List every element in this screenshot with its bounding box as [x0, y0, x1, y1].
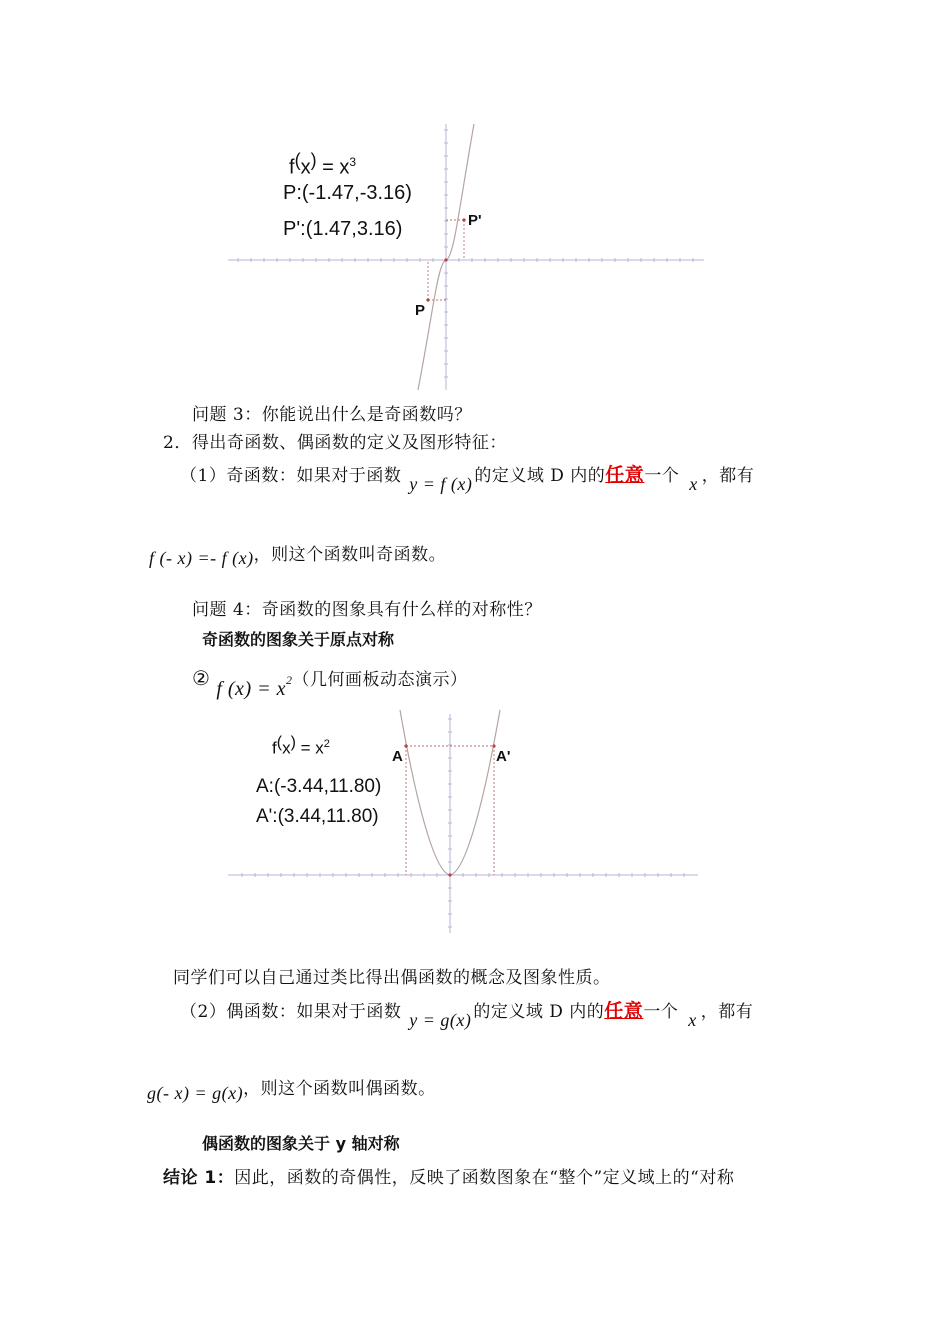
point-a-prime-coords: A':(3.44,11.80): [256, 806, 379, 827]
even-keyword-any: 任意: [604, 1000, 644, 1022]
odd-condition: f (- x) =- f (x): [149, 548, 254, 568]
quadratic-function-label: $f^(x^) = x^2$: [272, 734, 330, 758]
example-2: [192, 665, 468, 700]
example-exponent: 2: [285, 673, 293, 688]
cubic-function-label: $f^(x^) = x^3$: [289, 150, 357, 179]
func-exponent: 3: [349, 155, 357, 169]
conclusion-text: 因此，函数的奇偶性，反映了函数图象在“整个”定义域上的“对称: [234, 1168, 735, 1188]
func-name: f: [272, 738, 277, 758]
point-p-coords: P:(-1.47,-3.16): [283, 182, 412, 204]
question-3: 问题 3：你能说出什么是奇函数吗？: [192, 405, 472, 425]
odd-var-x: x: [689, 474, 698, 494]
example-note: （几何画板动态演示）: [292, 670, 468, 690]
even-definition: [180, 996, 754, 1030]
odd-end: ，都有: [701, 466, 755, 486]
odd-prefix: （1）奇函数：如果对于函数: [180, 466, 402, 486]
even-function-eq: y = g(x): [409, 1010, 472, 1030]
func-exponent: 2: [323, 738, 330, 750]
odd-condition-line: [149, 540, 447, 568]
odd-conclusion: ，则这个函数叫奇函数。: [253, 545, 447, 565]
odd-definition: [180, 460, 755, 494]
even-after: 一个: [643, 1002, 679, 1022]
even-conclusion: ，则这个函数叫偶函数。: [243, 1079, 436, 1099]
example-eq: f (x) = x: [216, 678, 286, 700]
point-p-prime-coords: P':(1.47,3.16): [283, 218, 403, 240]
odd-keyword-any: 任意: [605, 464, 645, 486]
conclusion-label: 结论 1：: [163, 1168, 235, 1188]
conclusion-1: [163, 1163, 734, 1188]
func-body: = x: [316, 156, 350, 179]
point-a-prime-label: A': [496, 748, 511, 765]
point-p-prime-label: P': [468, 212, 482, 229]
func-body: = x: [295, 738, 324, 758]
func-name: f: [289, 156, 295, 179]
even-condition: g(- x) = g(x): [147, 1083, 244, 1103]
analogy-text: 同学们可以自己通过类比得出偶函数的概念及图象性质。: [173, 968, 611, 988]
even-mid: 的定义域 D 内的: [473, 1002, 605, 1022]
odd-mid: 的定义域 D 内的: [474, 466, 606, 486]
func-arg: x: [282, 738, 291, 758]
odd-function-eq: y = f (x): [409, 474, 473, 494]
example-number: ②: [192, 666, 211, 690]
odd-after: 一个: [644, 466, 680, 486]
odd-symmetry-statement: 奇函数的图象关于原点对称: [202, 630, 395, 649]
point-p-label: P: [415, 302, 426, 319]
even-var-x: x: [688, 1010, 697, 1030]
even-symmetry-statement: 偶函数的图象关于 y 轴对称: [202, 1134, 400, 1153]
even-end: ，都有: [700, 1002, 754, 1022]
section-2-heading: 2．得出奇函数、偶函数的定义及图形特征：: [163, 433, 507, 453]
question-4: 问题 4：奇函数的图象具有什么样的对称性？: [192, 600, 542, 620]
even-prefix: （2）偶函数：如果对于函数: [180, 1002, 402, 1022]
point-a-coords: A:(-3.44,11.80): [256, 776, 382, 797]
func-arg: x: [300, 156, 311, 179]
point-a-label: A: [392, 748, 403, 765]
even-condition-line: [147, 1074, 436, 1103]
